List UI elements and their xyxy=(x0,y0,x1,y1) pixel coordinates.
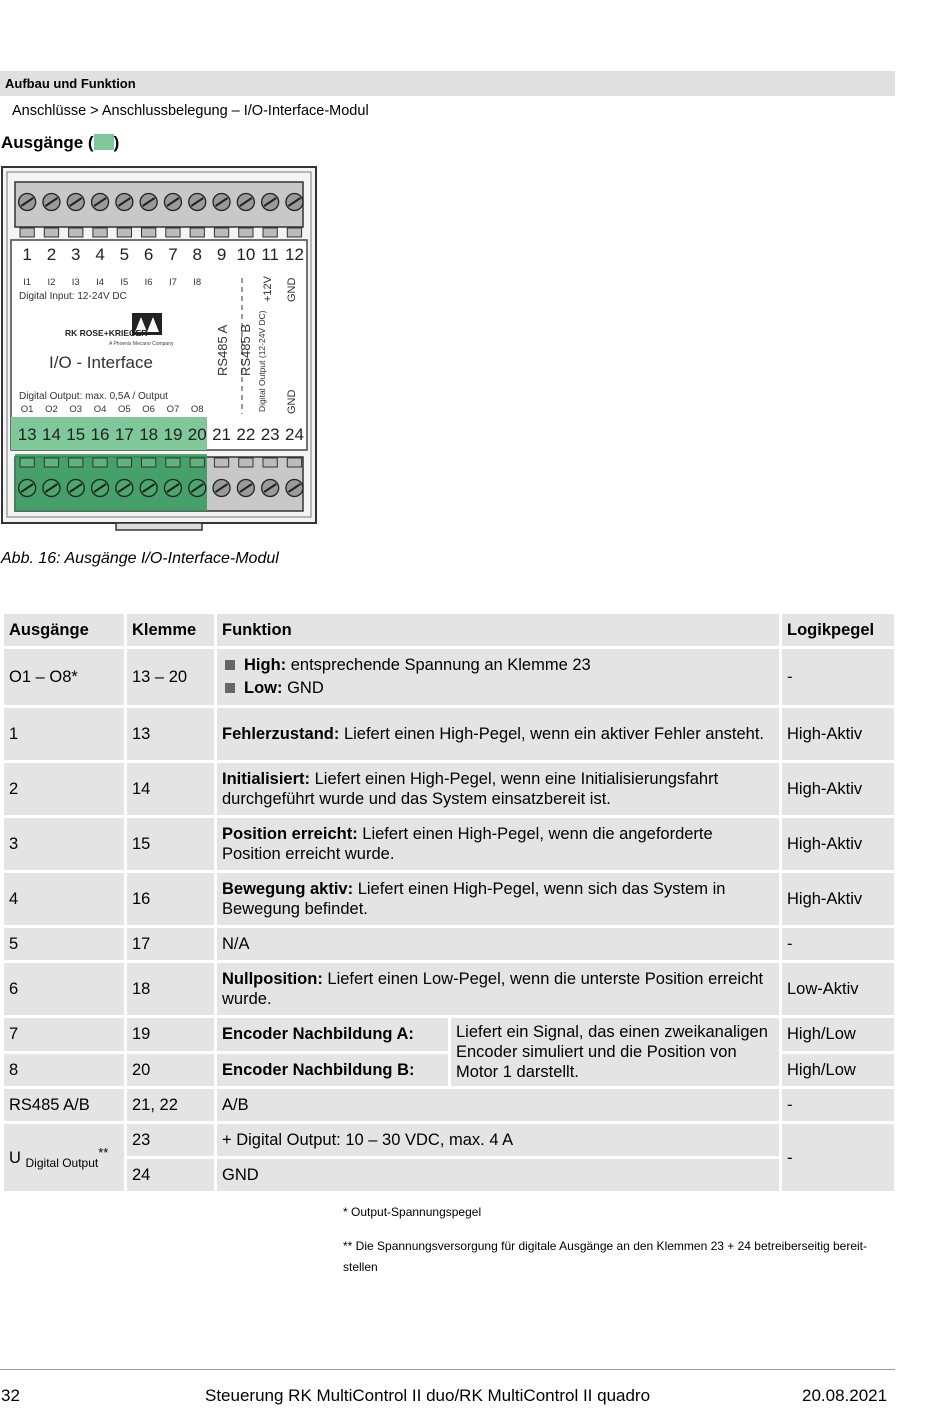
top-terminal-number: 6 xyxy=(143,245,154,264)
table-row xyxy=(4,963,894,1015)
cell-terminal: 16 xyxy=(127,873,214,925)
cell-output: 2 xyxy=(4,763,124,815)
terminal-clip-icon xyxy=(117,228,131,237)
rs485-a-label: RS485 A xyxy=(215,324,230,376)
terminal-clip-icon xyxy=(190,458,204,467)
cell-output: RS485 A/B xyxy=(4,1089,124,1121)
cell-terminal: 20 xyxy=(127,1054,214,1087)
bottom-terminal-number: 20 xyxy=(187,425,207,444)
table-row xyxy=(4,1159,894,1191)
terminal-clip-icon xyxy=(263,458,277,467)
cell-output-u: U $_{Digital Output}$** xyxy=(4,1124,124,1191)
terminal-clip-icon xyxy=(20,458,34,467)
cell-output: 7 xyxy=(4,1018,124,1051)
terminal-clip-icon xyxy=(263,228,277,237)
top-terminal-number: 7 xyxy=(168,245,178,264)
header-function: Funktion xyxy=(217,614,779,646)
cell-encoder-description: Liefert ein Signal, das einen zweikanaligen Encoder simuliert und die Position von Motor 1 darstellt. xyxy=(451,1018,779,1086)
table-row xyxy=(4,708,894,760)
top-terminal-number: 10 xyxy=(236,245,256,264)
brand-name: RK ROSE+KRIEGER xyxy=(65,328,148,338)
terminal-clip-icon xyxy=(142,228,156,237)
terminal-clip-icon xyxy=(69,458,83,467)
cell-output: 5 xyxy=(4,928,124,960)
cell-logic: - xyxy=(782,1124,894,1191)
table-row xyxy=(4,1089,894,1121)
digital-output-vertical-label: Digital Output (12-24V DC) xyxy=(257,310,267,412)
bullet-high: High: entsprechende Spannung an Klemme 23 xyxy=(222,654,774,677)
bottom-terminal-number: 16 xyxy=(90,425,110,444)
terminal-clip-icon xyxy=(166,458,180,467)
terminal-clip-icon xyxy=(142,458,156,467)
section-header-bar xyxy=(0,71,895,96)
table-row xyxy=(4,763,894,815)
footer-divider xyxy=(0,1369,895,1370)
cell-function: GND xyxy=(217,1159,779,1191)
table-row xyxy=(4,818,894,870)
terminal-clip-icon xyxy=(190,228,204,237)
gnd-top-label: GND xyxy=(286,277,298,302)
figure-caption: Abb. 16: Ausgänge I/O-Interface-Modul xyxy=(1,550,279,567)
top-terminal-number: 12 xyxy=(284,245,304,264)
bottom-terminal-number: 14 xyxy=(41,425,61,444)
table-row xyxy=(4,873,894,925)
input-label: I8 xyxy=(193,277,202,288)
cell-function: Bewegung aktiv: Liefert einen High-Pegel, wenn sich das System in Bewegung befindet. xyxy=(217,873,779,925)
output-label: O8 xyxy=(190,404,204,415)
output-label: O4 xyxy=(93,404,107,415)
green-swatch-icon xyxy=(94,134,114,150)
cell-terminal: 18 xyxy=(127,963,214,1015)
heading-prefix: Ausgänge ( xyxy=(1,133,94,152)
cell-output: 1 xyxy=(4,708,124,760)
cell-logic: High-Aktiv xyxy=(782,873,894,925)
document-title: Steuerung RK MultiControl II duo/RK MultiControl II quadro xyxy=(205,1386,651,1405)
cell-terminal: 21, 22 xyxy=(127,1089,214,1121)
input-label: I7 xyxy=(168,277,177,288)
cell-function: + Digital Output: 10 – 30 VDC, max. 4 A xyxy=(217,1124,779,1156)
output-label: O3 xyxy=(69,404,83,415)
cell-output: 4 xyxy=(4,873,124,925)
top-terminal-number: 11 xyxy=(261,245,279,264)
terminal-clip-icon xyxy=(117,458,131,467)
cell-output: 8 xyxy=(4,1054,124,1087)
terminal-clip-icon xyxy=(287,228,301,237)
table-header-row xyxy=(4,614,894,646)
terminal-clip-icon xyxy=(239,458,253,467)
module-title: I/O - Interface xyxy=(49,353,153,372)
terminal-clip-icon xyxy=(214,458,228,467)
top-terminal-number: 4 xyxy=(95,245,105,264)
table-row xyxy=(4,928,894,960)
terminal-clip-icon xyxy=(20,228,34,237)
terminal-clip-icon xyxy=(239,228,253,237)
cell-function: N/A xyxy=(217,928,779,960)
input-label: I6 xyxy=(144,277,153,288)
table-row xyxy=(4,649,894,705)
cell-function: Encoder Nachbildung A: xyxy=(217,1018,448,1051)
cell-logic: High-Aktiv xyxy=(782,708,894,760)
cell-function xyxy=(217,649,779,705)
cell-terminal: 15 xyxy=(127,818,214,870)
terminal-clip-icon xyxy=(214,228,228,237)
cell-logic: High/Low xyxy=(782,1054,894,1087)
header-terminal: Klemme xyxy=(127,614,214,646)
cell-terminal: 14 xyxy=(127,763,214,815)
cell-function: Fehlerzustand: Liefert einen High-Pegel, wenn ein aktiver Fehler ansteht. xyxy=(217,708,779,760)
terminal-clip-icon xyxy=(69,228,83,237)
top-terminal-number: 9 xyxy=(216,245,227,264)
input-label: I2 xyxy=(47,277,56,288)
section-title: Aufbau und Funktion xyxy=(5,76,136,91)
cell-output: 6 xyxy=(4,963,124,1015)
header-logic: Logikpegel xyxy=(782,614,894,646)
heading-suffix: ) xyxy=(113,133,120,152)
cell-terminal: 24 xyxy=(127,1159,214,1191)
breadcrumb: Anschlüsse > Anschlussbelegung – I/O-Interface-Modul xyxy=(12,103,369,119)
terminal-clip-icon xyxy=(93,458,107,467)
cell-logic: High-Aktiv xyxy=(782,763,894,815)
cell-logic: - xyxy=(782,1089,894,1121)
bottom-terminal-number: 13 xyxy=(17,425,37,444)
cell-logic: - xyxy=(782,928,894,960)
io-interface-module-figure xyxy=(1,166,317,532)
table-row xyxy=(4,1018,894,1051)
cell-logic: High-Aktiv xyxy=(782,818,894,870)
bottom-terminal-number: 21 xyxy=(212,425,232,444)
cell-output: 3 xyxy=(4,818,124,870)
cell-terminal: 19 xyxy=(127,1018,214,1051)
outputs-table xyxy=(1,611,897,1194)
output-label: O7 xyxy=(166,404,180,415)
input-label: I3 xyxy=(71,277,80,288)
cell-terminal: 23 xyxy=(127,1124,214,1156)
table-row xyxy=(4,1124,894,1156)
document-date: 20.08.2021 xyxy=(802,1386,888,1405)
cell-output: O1 – O8* xyxy=(4,649,124,705)
din-rail-clip xyxy=(116,523,202,530)
cell-function: Nullposition: Liefert einen Low-Pegel, wenn die unterste Position erreicht wurde. xyxy=(217,963,779,1015)
output-caption: Digital Output: max. 0,5A / Output xyxy=(19,391,168,402)
rs485-b-label: RS485 B xyxy=(238,323,253,376)
cell-function: A/B xyxy=(217,1089,779,1121)
bottom-terminal-number: 15 xyxy=(66,425,86,444)
footnote-output-voltage: * Output-Spannungspegel xyxy=(343,1205,482,1219)
footnote-power-supply: ** Die Spannungsversorgung für digitale Ausgänge an den Klemmen 23 + 24 betreiberseitig bereitstellen xyxy=(343,1239,868,1274)
plus12v-label: +12V xyxy=(262,276,274,302)
cell-logic: - xyxy=(782,649,894,705)
terminal-clip-icon xyxy=(287,458,301,467)
cell-function: Position erreicht: Liefert einen High-Pegel, wenn die angeforderte Position erreicht wurde. xyxy=(217,818,779,870)
cell-function: Encoder Nachbildung B: xyxy=(217,1054,448,1087)
bottom-terminal-number: 17 xyxy=(114,425,134,444)
top-terminal-number: 2 xyxy=(46,245,57,264)
gnd-bottom-label: GND xyxy=(286,389,298,414)
cell-logic: Low-Aktiv xyxy=(782,963,894,1015)
input-caption: Digital Input: 12-24V DC xyxy=(19,291,127,302)
output-label: O2 xyxy=(45,404,58,415)
bottom-terminal-number: 19 xyxy=(163,425,183,444)
input-label: I4 xyxy=(96,277,105,288)
cell-terminal: 17 xyxy=(127,928,214,960)
brand-subtitle: A Phoenix Mecano Company xyxy=(109,341,174,347)
top-terminal-number: 8 xyxy=(192,245,202,264)
terminal-clip-icon xyxy=(44,458,58,467)
output-label: O5 xyxy=(118,404,131,415)
bottom-terminal-number: 18 xyxy=(139,425,159,444)
top-terminal-number: 5 xyxy=(119,245,130,264)
page-number: 32 xyxy=(1,1386,20,1405)
terminal-clip-icon xyxy=(93,228,107,237)
terminal-clip-icon xyxy=(166,228,180,237)
output-label: O6 xyxy=(142,404,155,415)
input-label: I5 xyxy=(120,277,129,288)
top-terminal-number: 1 xyxy=(22,245,32,264)
top-terminal-number: 3 xyxy=(71,245,81,264)
page-heading xyxy=(1,133,119,153)
cell-logic: High/Low xyxy=(782,1018,894,1051)
cell-terminal: 13 xyxy=(127,708,214,760)
terminal-clip-icon xyxy=(44,228,58,237)
bottom-terminal-number: 22 xyxy=(236,425,256,444)
cell-function: Initialisiert: Liefert einen High-Pegel, wenn eine Initialisierungsfahrt durchgeführt wurde und das System einsatzbereit ist. xyxy=(217,763,779,815)
bottom-terminal-number: 23 xyxy=(260,425,280,444)
cell-terminal: 13 – 20 xyxy=(127,649,214,705)
header-outputs: Ausgänge xyxy=(4,614,124,646)
input-label: I1 xyxy=(23,277,32,288)
bottom-terminal-number: 24 xyxy=(284,425,304,444)
output-label: O1 xyxy=(20,404,34,415)
bullet-low: Low: GND xyxy=(222,677,774,700)
